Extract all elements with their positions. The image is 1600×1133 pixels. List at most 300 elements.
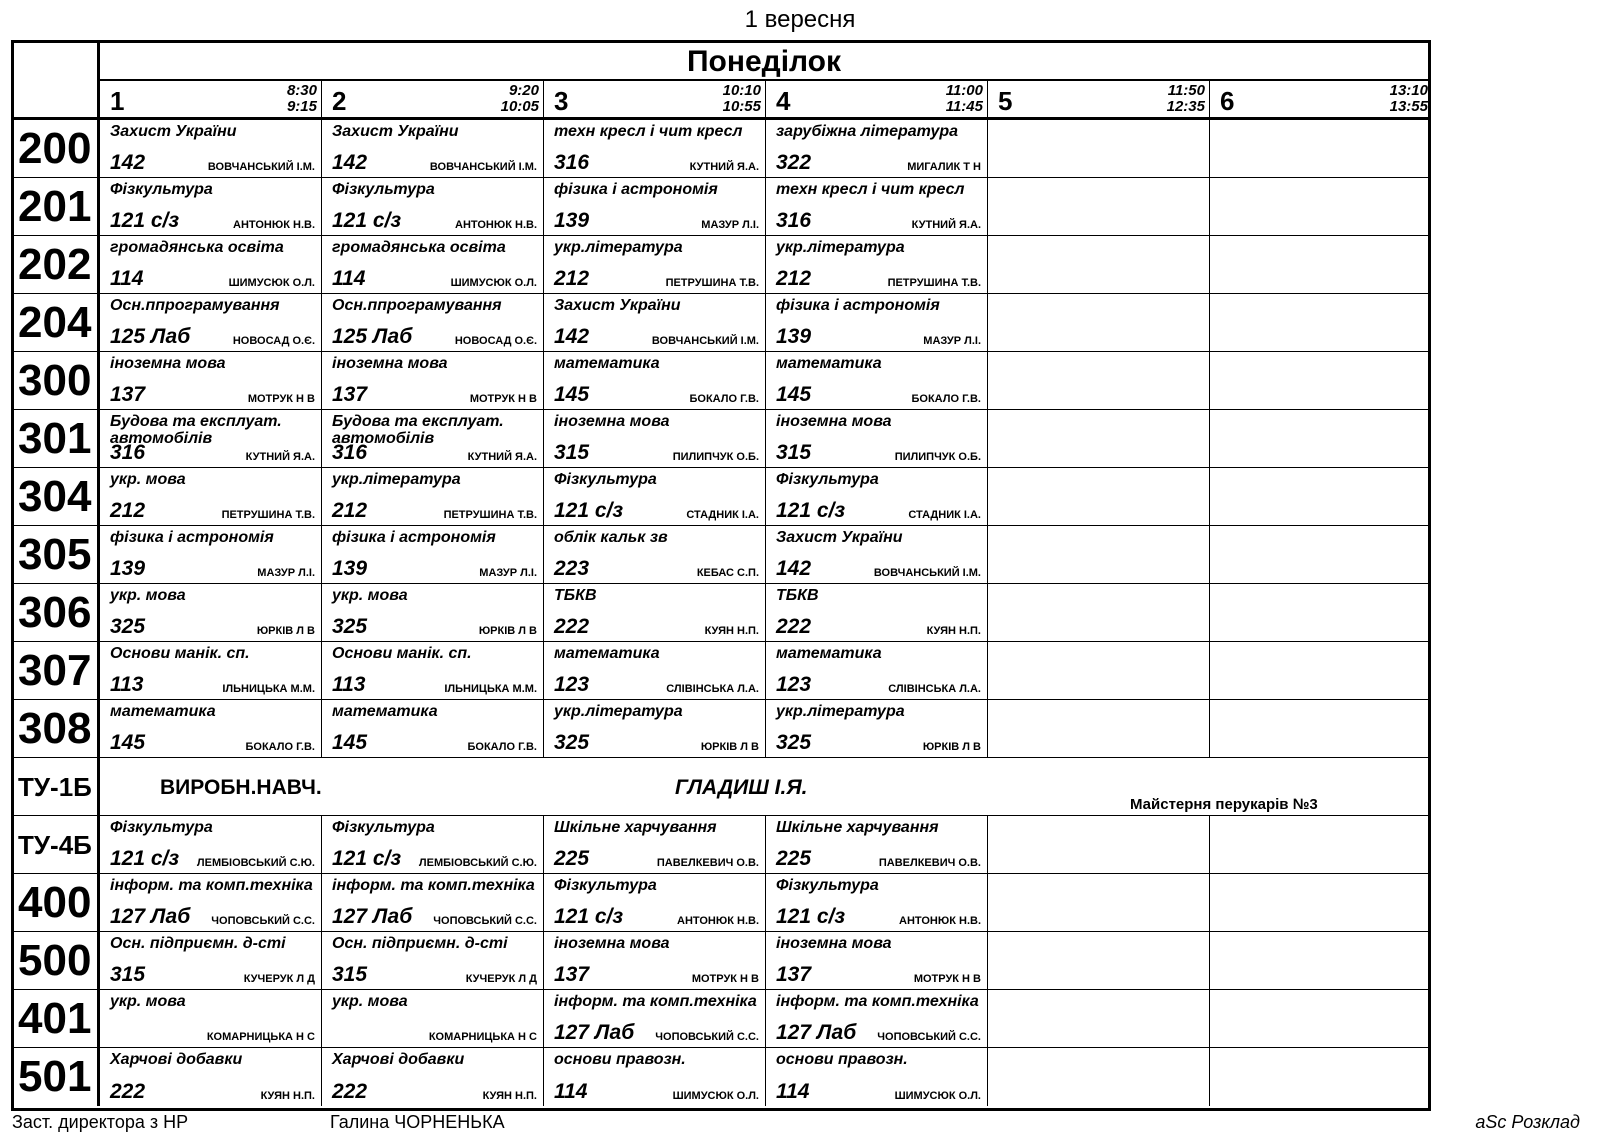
lesson-teacher: КОМАРНИЦЬКА Н С — [428, 1031, 537, 1043]
lesson-teacher: ПЕТРУШИНА Т.В. — [221, 509, 315, 521]
lesson-cell — [544, 700, 766, 757]
lesson-teacher: БОКАЛО Г.В. — [245, 741, 315, 753]
lesson-cell — [322, 816, 544, 873]
lesson-cell — [1210, 816, 1432, 873]
lesson-subject: Шкільне харчування — [554, 819, 717, 836]
lesson-cell — [766, 526, 988, 583]
group-row — [14, 236, 1428, 294]
lesson-cell — [100, 352, 322, 409]
lesson-subject: Фізкультура — [776, 471, 879, 488]
group-row — [14, 120, 1428, 178]
lesson-room: 142 — [776, 557, 812, 580]
lesson-cell — [544, 410, 766, 467]
lesson-subject: основи правозн. — [554, 1051, 686, 1068]
lesson-cell — [766, 1048, 988, 1106]
lesson-room: 125 Лаб — [332, 325, 413, 348]
lesson-subject: Шкільне харчування — [776, 819, 939, 836]
lesson-teacher: МОТРУК Н В — [247, 393, 315, 405]
lesson-cell — [988, 642, 1210, 699]
lesson-cell — [1210, 178, 1432, 235]
lesson-subject: громадянська освіта — [332, 239, 506, 256]
lesson-room: 212 — [554, 267, 590, 290]
lesson-cell — [766, 874, 988, 931]
lesson-room: 123 — [554, 673, 590, 696]
period-header-2 — [322, 81, 544, 117]
lesson-room: 142 — [110, 151, 146, 174]
group-label: 304 — [14, 468, 100, 525]
lesson-teacher: ЧОПОВСЬКИЙ С.С. — [877, 1031, 981, 1043]
lesson-subject: інформ. та комп.техніка — [110, 877, 313, 894]
lesson-room: 121 с/з — [110, 847, 180, 870]
lesson-room: 113 — [110, 673, 144, 696]
lesson-room: 114 — [332, 267, 366, 290]
lesson-teacher: ЛЕМБІОВСЬКИЙ С.Ю. — [418, 857, 537, 869]
lesson-room: 322 — [776, 151, 812, 174]
period-number: 3 — [554, 86, 569, 116]
lesson-subject: Основи манік. сп. — [332, 645, 472, 662]
lesson-teacher: ПАВЕЛКЕВИЧ О.В. — [656, 857, 759, 869]
lesson-room: 325 — [776, 731, 812, 754]
lesson-cell — [988, 584, 1210, 641]
lesson-cell — [322, 1048, 544, 1106]
period-header-4 — [766, 81, 988, 117]
lesson-subject: громадянська освіта — [110, 239, 284, 256]
lesson-teacher: КОМАРНИЦЬКА Н С — [206, 1031, 315, 1043]
lesson-teacher: ПЕТРУШИНА Т.В. — [665, 277, 759, 289]
lesson-room: 225 — [776, 847, 812, 870]
lesson-subject: математика — [332, 703, 438, 720]
group-label: ТУ-4Б — [14, 816, 100, 873]
lesson-room: 225 — [554, 847, 590, 870]
lesson-subject: Осн. підприємн. д-сті — [332, 935, 508, 952]
lesson-subject: іноземна мова — [332, 355, 448, 372]
lesson-teacher: ІЛЬНИЦЬКА М.М. — [444, 683, 537, 695]
lesson-cell — [322, 642, 544, 699]
lesson-teacher: СТАДНИК І.А. — [686, 509, 759, 521]
lesson-room: 127 Лаб — [110, 905, 191, 928]
lesson-teacher: ШИМУСЮК О.Л. — [894, 1090, 981, 1102]
lesson-room: 127 Лаб — [554, 1021, 635, 1044]
lesson-cell — [322, 410, 544, 467]
group-row — [14, 352, 1428, 410]
lesson-room: 316 — [554, 151, 590, 174]
period-time — [1167, 83, 1205, 115]
lesson-cell — [100, 1048, 322, 1106]
lesson-room: 137 — [332, 383, 368, 406]
lesson-cell — [322, 178, 544, 235]
lesson-cell — [1210, 468, 1432, 525]
lesson-cell — [100, 874, 322, 931]
lesson-room: 125 Лаб — [110, 325, 191, 348]
lesson-teacher: НОВОСАД О.Є. — [454, 335, 537, 347]
lesson-room: 212 — [776, 267, 812, 290]
lesson-subject: Осн.ппрограмування — [332, 297, 502, 314]
lesson-subject: облік кальк зв — [554, 529, 668, 546]
lesson-cell — [766, 410, 988, 467]
group-label: 301 — [14, 410, 100, 467]
lesson-cell — [988, 410, 1210, 467]
lesson-subject: Осн. підприємн. д-сті — [110, 935, 286, 952]
lesson-subject: укр.література — [332, 471, 461, 488]
lesson-cell — [100, 990, 322, 1047]
period-header-3 — [544, 81, 766, 117]
span-subject: ВИРОБН.НАВЧ. — [160, 776, 322, 799]
lesson-subject: Осн.ппрограмування — [110, 297, 280, 314]
lesson-cell — [544, 642, 766, 699]
lesson-cell — [1210, 120, 1432, 177]
lesson-subject: Фізкультура — [110, 181, 213, 198]
lesson-teacher: ЧОПОВСЬКИЙ С.С. — [211, 915, 315, 927]
lesson-teacher: МАЗУР Л.І. — [257, 567, 315, 579]
lesson-cell — [100, 642, 322, 699]
period-header-1 — [100, 81, 322, 117]
lesson-cell — [544, 236, 766, 293]
lesson-cell — [1210, 642, 1432, 699]
lesson-teacher: КУТНИЙ Я.А. — [689, 161, 759, 173]
period-end-time: 10:55 — [722, 98, 761, 115]
lesson-subject: Фізкультура — [776, 877, 879, 894]
period-time — [501, 83, 539, 115]
lesson-room: 145 — [110, 731, 146, 754]
period-end-time: 12:35 — [1166, 98, 1205, 115]
lesson-cell — [1210, 410, 1432, 467]
period-start-time: 9:20 — [508, 82, 539, 99]
period-time — [946, 83, 983, 115]
lesson-subject: фізика і астрономія — [110, 529, 274, 546]
lesson-room: 316 — [332, 441, 368, 464]
lesson-subject: інформ. та комп.техніка — [554, 993, 757, 1010]
lesson-subject: Захист України — [554, 297, 681, 314]
lesson-room: 325 — [554, 731, 590, 754]
lesson-subject: математика — [110, 703, 216, 720]
lesson-subject: інформ. та комп.техніка — [776, 993, 979, 1010]
span-teacher: ГЛАДИШ І.Я. — [675, 776, 808, 799]
lesson-room: 113 — [332, 673, 366, 696]
lesson-cell — [766, 120, 988, 177]
lesson-room: 137 — [110, 383, 146, 406]
lesson-subject: техн кресл і чит кресл — [776, 181, 965, 198]
period-end-time: 9:15 — [286, 98, 317, 115]
lesson-teacher: КЕБАС С.П. — [696, 567, 759, 579]
group-row — [14, 526, 1428, 584]
lesson-teacher: КУЧЕРУК Л Д — [465, 973, 537, 985]
period-start-time: 11:00 — [945, 82, 983, 99]
lesson-room: 139 — [554, 209, 590, 232]
lesson-room: 145 — [776, 383, 812, 406]
lesson-teacher: ЮРКІВ Л В — [478, 625, 537, 637]
lesson-teacher: МИГАЛИК Т Н — [907, 161, 981, 173]
lesson-subject: іноземна мова — [776, 413, 892, 430]
lesson-cell — [1210, 352, 1432, 409]
lesson-subject: основи правозн. — [776, 1051, 908, 1068]
lesson-teacher: ЧОПОВСЬКИЙ С.С. — [433, 915, 537, 927]
lesson-cell — [1210, 584, 1432, 641]
app-brand: aSc Розклад — [1475, 1112, 1580, 1132]
lesson-subject: математика — [554, 355, 660, 372]
lesson-room: 139 — [776, 325, 812, 348]
lesson-cell — [766, 584, 988, 641]
group-label: 400 — [14, 874, 100, 931]
lesson-teacher: ВОВЧАНСЬКИЙ І.М. — [207, 161, 315, 173]
lesson-room: 121 с/з — [776, 905, 846, 928]
group-row — [14, 642, 1428, 700]
period-end-time: 10:05 — [500, 98, 539, 115]
lesson-teacher: КУТНИЙ Я.А. — [467, 451, 537, 463]
lesson-cell — [100, 816, 322, 873]
timetable-grid — [11, 40, 1431, 1111]
lesson-subject: іноземна мова — [554, 935, 670, 952]
lesson-room: 315 — [554, 441, 590, 464]
lesson-cell — [766, 178, 988, 235]
lesson-teacher: ВОВЧАНСЬКИЙ І.М. — [873, 567, 981, 579]
lesson-room: 222 — [332, 1080, 368, 1103]
lesson-cell — [322, 352, 544, 409]
lesson-teacher: МОТРУК Н В — [913, 973, 981, 985]
lesson-cell — [1210, 874, 1432, 931]
lesson-cell — [988, 1048, 1210, 1106]
lesson-cell — [100, 178, 322, 235]
lesson-cell — [544, 526, 766, 583]
lesson-cell — [988, 120, 1210, 177]
lesson-subject: укр. мова — [110, 471, 186, 488]
lesson-cell — [100, 294, 322, 351]
lesson-cell — [544, 874, 766, 931]
lesson-room: 212 — [110, 499, 146, 522]
lesson-teacher: АНТОНЮК Н.В. — [455, 219, 537, 231]
lesson-cell — [988, 932, 1210, 989]
lesson-teacher: БОКАЛО Г.В. — [911, 393, 981, 405]
lesson-teacher: КУЧЕРУК Л Д — [243, 973, 315, 985]
lesson-subject: укр. мова — [110, 587, 186, 604]
lesson-cell — [766, 816, 988, 873]
lesson-cell — [766, 932, 988, 989]
lesson-room: 316 — [110, 441, 146, 464]
lesson-teacher: ШИМУСЮК О.Л. — [228, 277, 315, 289]
period-header-6 — [1210, 81, 1432, 117]
lesson-teacher: ЛЕМБІОВСЬКИЙ С.Ю. — [196, 857, 315, 869]
lesson-subject: фізика і астрономія — [776, 297, 940, 314]
lesson-subject: Основи манік. сп. — [110, 645, 250, 662]
lesson-cell — [544, 468, 766, 525]
corner-cell — [14, 43, 100, 120]
lesson-room: 137 — [554, 963, 590, 986]
group-label: 501 — [14, 1048, 100, 1106]
period-number: 6 — [1220, 86, 1235, 116]
lesson-teacher: НОВОСАД О.Є. — [232, 335, 315, 347]
lesson-teacher: ІЛЬНИЦЬКА М.М. — [222, 683, 315, 695]
lesson-teacher: ПЕТРУШИНА Т.В. — [887, 277, 981, 289]
lesson-room: 145 — [554, 383, 590, 406]
lesson-room: 142 — [554, 325, 590, 348]
group-row — [14, 990, 1428, 1048]
lesson-cell — [988, 990, 1210, 1047]
lesson-cell — [1210, 990, 1432, 1047]
lesson-cell — [988, 178, 1210, 235]
lesson-subject: укр. мова — [332, 587, 408, 604]
lesson-subject: математика — [776, 645, 882, 662]
period-start-time: 10:10 — [722, 82, 761, 99]
group-row — [14, 410, 1428, 468]
lesson-subject: математика — [554, 645, 660, 662]
period-start-time: 13:10 — [1389, 82, 1428, 99]
lesson-cell — [100, 410, 322, 467]
lesson-room: 121 с/з — [332, 847, 402, 870]
lesson-cell — [766, 642, 988, 699]
lesson-room: 222 — [554, 615, 590, 638]
lesson-subject: Захист України — [110, 123, 237, 140]
lesson-teacher: ШИМУСЮК О.Л. — [672, 1090, 759, 1102]
lesson-subject: математика — [776, 355, 882, 372]
period-number: 1 — [110, 86, 125, 116]
lesson-cell — [322, 120, 544, 177]
lesson-subject: укр.література — [776, 703, 905, 720]
group-label: 202 — [14, 236, 100, 293]
group-label: 300 — [14, 352, 100, 409]
lesson-cell — [544, 1048, 766, 1106]
lesson-subject: іноземна мова — [776, 935, 892, 952]
lesson-subject: Фізкультура — [332, 181, 435, 198]
lesson-cell — [322, 700, 544, 757]
lesson-room: 121 с/з — [776, 499, 846, 522]
lesson-cell — [100, 700, 322, 757]
lesson-cell — [1210, 526, 1432, 583]
lesson-teacher: БОКАЛО Г.В. — [689, 393, 759, 405]
lesson-cell — [544, 584, 766, 641]
lesson-cell — [988, 816, 1210, 873]
lesson-cell — [766, 990, 988, 1047]
lesson-cell — [1210, 236, 1432, 293]
lesson-room: 123 — [776, 673, 812, 696]
lesson-teacher: ЮРКІВ Л В — [700, 741, 759, 753]
period-end-time: 11:45 — [945, 98, 983, 115]
group-row — [14, 178, 1428, 236]
lesson-teacher: МОТРУК Н В — [691, 973, 759, 985]
lesson-room: 142 — [332, 151, 368, 174]
lesson-room: 222 — [110, 1080, 146, 1103]
lesson-teacher: МАЗУР Л.І. — [923, 335, 981, 347]
lesson-cell — [1210, 1048, 1432, 1106]
group-label: 200 — [14, 120, 100, 177]
group-label: 201 — [14, 178, 100, 235]
group-label: 305 — [14, 526, 100, 583]
day-header: Понеділок — [100, 43, 1428, 81]
lesson-cell — [766, 352, 988, 409]
lesson-cell — [322, 584, 544, 641]
group-row — [14, 758, 1428, 816]
lesson-teacher: ЮРКІВ Л В — [256, 625, 315, 637]
group-row — [14, 1048, 1428, 1106]
lesson-room: 121 с/з — [554, 905, 624, 928]
lesson-cell — [544, 990, 766, 1047]
lesson-subject: Харчові добавки — [110, 1051, 243, 1068]
lesson-room: 139 — [332, 557, 368, 580]
lesson-teacher: ПАВЕЛКЕВИЧ О.В. — [878, 857, 981, 869]
timetable-body — [14, 120, 1428, 1108]
lesson-subject: ТБКВ — [554, 587, 597, 604]
lesson-room: 137 — [776, 963, 812, 986]
lesson-subject: укр.література — [554, 703, 683, 720]
lesson-cell — [766, 700, 988, 757]
lesson-cell — [988, 874, 1210, 931]
group-row — [14, 584, 1428, 642]
lesson-teacher: ВОВЧАНСЬКИЙ І.М. — [651, 335, 759, 347]
lesson-room: 145 — [332, 731, 368, 754]
span-place: Майстерня перукарів №3 — [1130, 796, 1318, 813]
lesson-teacher: АНТОНЮК Н.В. — [233, 219, 315, 231]
period-time — [723, 83, 761, 115]
lesson-cell — [766, 236, 988, 293]
group-row — [14, 816, 1428, 874]
lesson-teacher: АНТОНЮК Н.В. — [677, 915, 759, 927]
group-label: 500 — [14, 932, 100, 989]
period-number: 5 — [998, 86, 1013, 116]
period-header-5 — [988, 81, 1210, 117]
lesson-cell — [988, 352, 1210, 409]
lesson-teacher: БОКАЛО Г.В. — [467, 741, 537, 753]
lesson-cell — [1210, 932, 1432, 989]
lesson-teacher: СЛІВІНСЬКА Л.А. — [888, 683, 981, 695]
lesson-room: 212 — [332, 499, 368, 522]
lesson-teacher: МАЗУР Л.І. — [701, 219, 759, 231]
lesson-cell — [100, 468, 322, 525]
lesson-subject: укр.література — [776, 239, 905, 256]
lesson-teacher: МОТРУК Н В — [469, 393, 537, 405]
lesson-subject: укр. мова — [110, 993, 186, 1010]
lesson-room: 114 — [776, 1080, 810, 1103]
lesson-subject: Фізкультура — [332, 819, 435, 836]
lesson-teacher: ВОВЧАНСЬКИЙ І.М. — [429, 161, 537, 173]
lesson-cell — [988, 294, 1210, 351]
signature-position: Заст. директора з НР — [12, 1112, 189, 1132]
lesson-cell — [322, 236, 544, 293]
lesson-cell — [322, 468, 544, 525]
lesson-subject: іноземна мова — [554, 413, 670, 430]
lesson-cell — [544, 178, 766, 235]
lesson-subject: укр.література — [554, 239, 683, 256]
period-number: 2 — [332, 86, 347, 116]
lesson-cell — [322, 526, 544, 583]
lesson-room: 315 — [776, 441, 812, 464]
group-row — [14, 932, 1428, 990]
lesson-subject: інформ. та комп.техніка — [332, 877, 535, 894]
lesson-teacher: ПЕТРУШИНА Т.В. — [443, 509, 537, 521]
lesson-room: 315 — [110, 963, 146, 986]
lesson-subject: Фізкультура — [554, 877, 657, 894]
period-time — [1390, 83, 1428, 115]
lesson-cell — [766, 294, 988, 351]
lesson-teacher: АНТОНЮК Н.В. — [899, 915, 981, 927]
lesson-cell — [322, 874, 544, 931]
group-row — [14, 294, 1428, 352]
period-time — [287, 83, 317, 115]
period-start-time: 11:50 — [1167, 82, 1205, 99]
group-row — [14, 468, 1428, 526]
lesson-cell — [988, 468, 1210, 525]
lesson-teacher: СЛІВІНСЬКА Л.А. — [666, 683, 759, 695]
lesson-room: 222 — [776, 615, 812, 638]
lesson-room: 223 — [554, 557, 590, 580]
lesson-subject: Будова та експлуат. автомобілів — [332, 413, 504, 447]
lesson-cell — [766, 468, 988, 525]
lesson-subject: Харчові добавки — [332, 1051, 465, 1068]
lesson-teacher: КУЯН Н.П. — [482, 1090, 537, 1102]
lesson-room: 114 — [110, 267, 144, 290]
lesson-cell — [322, 990, 544, 1047]
lesson-teacher: КУЯН Н.П. — [260, 1090, 315, 1102]
lesson-cell — [544, 932, 766, 989]
lesson-subject: Захист України — [776, 529, 903, 546]
lesson-subject: фізика і астрономія — [332, 529, 496, 546]
